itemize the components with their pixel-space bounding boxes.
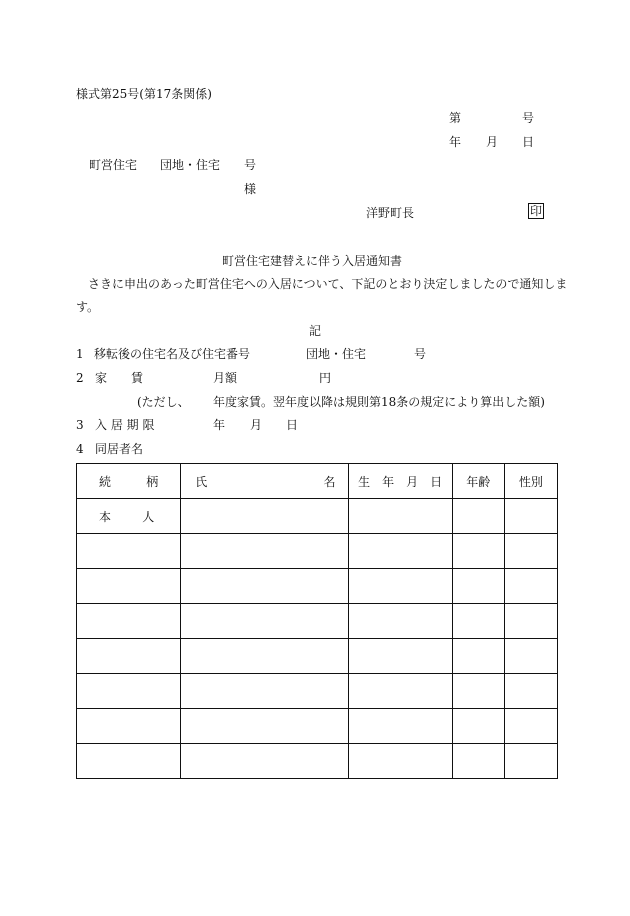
item1-label: 移転後の住宅名及び住宅番号 xyxy=(94,347,251,361)
cell-name[interactable] xyxy=(181,569,348,604)
cell-age[interactable] xyxy=(452,674,504,709)
table-row xyxy=(77,499,558,534)
header-age: 年齢 xyxy=(452,464,504,499)
form-number: 様式第25号(第17条関係) xyxy=(76,87,212,101)
cell-relation[interactable] xyxy=(77,709,181,744)
cell-name[interactable] xyxy=(181,639,348,674)
table-row xyxy=(77,569,558,604)
household-table xyxy=(76,463,558,779)
cell-sex[interactable] xyxy=(504,639,557,674)
cell-birthdate[interactable] xyxy=(348,534,452,569)
table-row xyxy=(77,709,558,744)
cell-sex[interactable] xyxy=(504,499,557,534)
cell-sex[interactable] xyxy=(504,604,557,639)
issuer-name: 洋野町長 xyxy=(366,206,415,220)
item3-month: 月 xyxy=(250,418,263,432)
table-header-row xyxy=(77,464,558,499)
date-month: 月 xyxy=(486,135,499,149)
table-row xyxy=(77,674,558,709)
item1-danchi: 団地・住宅 xyxy=(306,347,367,361)
cell-birthdate[interactable] xyxy=(348,499,452,534)
addressee-danchi: 団地・住宅 xyxy=(160,158,221,172)
cell-relation[interactable] xyxy=(77,604,181,639)
document-title: 町営住宅建替えに伴う入居通知書 xyxy=(222,254,403,268)
table-row xyxy=(77,639,558,674)
cell-sex[interactable] xyxy=(504,569,557,604)
body-text-line1: さきに申出のあった町営住宅への入居について、下記のとおり決定しましたので通知しま xyxy=(88,277,568,291)
cell-age[interactable] xyxy=(452,499,504,534)
cell-name[interactable] xyxy=(181,709,348,744)
cell-name[interactable] xyxy=(181,674,348,709)
item1-go: 号 xyxy=(414,347,427,361)
item3-day: 日 xyxy=(286,418,299,432)
header-relation-b: 柄 xyxy=(146,474,159,489)
cell-name[interactable] xyxy=(181,604,348,639)
cell-age[interactable] xyxy=(452,604,504,639)
cell-name[interactable] xyxy=(181,744,348,779)
cell-birthdate[interactable] xyxy=(348,639,452,674)
ki-heading: 記 xyxy=(309,324,322,338)
body-text-line2: す。 xyxy=(76,300,100,314)
cell-birthdate[interactable] xyxy=(348,674,452,709)
item2-number: 2 xyxy=(76,371,84,385)
seal-stamp: 印 xyxy=(529,204,542,218)
header-name-b: 名 xyxy=(323,474,336,489)
item2-getsu: 月額 xyxy=(213,371,238,385)
cell-relation[interactable] xyxy=(77,534,181,569)
cell-age[interactable] xyxy=(452,709,504,744)
header-birthdate: 生 年 月 日 xyxy=(348,464,452,499)
item4-label: 同居者名 xyxy=(95,442,144,456)
cell-relation[interactable] xyxy=(77,639,181,674)
item1-number: 1 xyxy=(76,347,84,361)
number-dai: 第 xyxy=(449,111,462,125)
cell-birthdate[interactable] xyxy=(348,604,452,639)
cell-sex[interactable] xyxy=(504,744,557,779)
item4-number: 4 xyxy=(76,442,84,456)
cell-birthdate[interactable] xyxy=(348,569,452,604)
cell-age[interactable] xyxy=(452,639,504,674)
item2-note: 年度家賃。翌年度以降は規則第18条の規定により算出した額) xyxy=(213,395,545,409)
table-row xyxy=(77,534,558,569)
header-relation-a: 続 xyxy=(99,474,112,489)
table-row xyxy=(77,604,558,639)
self-label-b: 人 xyxy=(142,509,155,524)
item2-yen: 円 xyxy=(319,371,332,385)
item3-label: 入 居 期 限 xyxy=(95,418,155,432)
cell-relation[interactable] xyxy=(77,569,181,604)
header-sex: 性別 xyxy=(504,464,557,499)
date-year: 年 xyxy=(449,135,462,149)
addressee-go: 号 xyxy=(244,158,257,172)
table-row xyxy=(77,744,558,779)
item2-note-open: (ただし、 xyxy=(137,395,190,409)
header-name xyxy=(181,464,348,499)
cell-relation[interactable] xyxy=(77,744,181,779)
cell-age[interactable] xyxy=(452,534,504,569)
cell-sex[interactable] xyxy=(504,674,557,709)
cell-name[interactable] xyxy=(181,499,348,534)
cell-birthdate[interactable] xyxy=(348,744,452,779)
addressee-sama: 様 xyxy=(244,182,257,196)
header-relation xyxy=(77,464,181,499)
item2-label-a: 家 xyxy=(95,371,108,385)
cell-age[interactable] xyxy=(452,744,504,779)
cell-relation-self xyxy=(77,499,181,534)
date-day: 日 xyxy=(522,135,535,149)
addressee-prefix: 町営住宅 xyxy=(89,158,138,172)
cell-sex[interactable] xyxy=(504,534,557,569)
item3-year: 年 xyxy=(213,418,226,432)
item2-label-b: 賃 xyxy=(131,371,144,385)
number-go: 号 xyxy=(522,111,535,125)
self-label-a: 本 xyxy=(99,509,112,524)
cell-birthdate[interactable] xyxy=(348,709,452,744)
header-name-a: 氏 xyxy=(195,474,208,489)
cell-sex[interactable] xyxy=(504,709,557,744)
cell-age[interactable] xyxy=(452,569,504,604)
cell-name[interactable] xyxy=(181,534,348,569)
cell-relation[interactable] xyxy=(77,674,181,709)
item3-number: 3 xyxy=(76,418,84,432)
